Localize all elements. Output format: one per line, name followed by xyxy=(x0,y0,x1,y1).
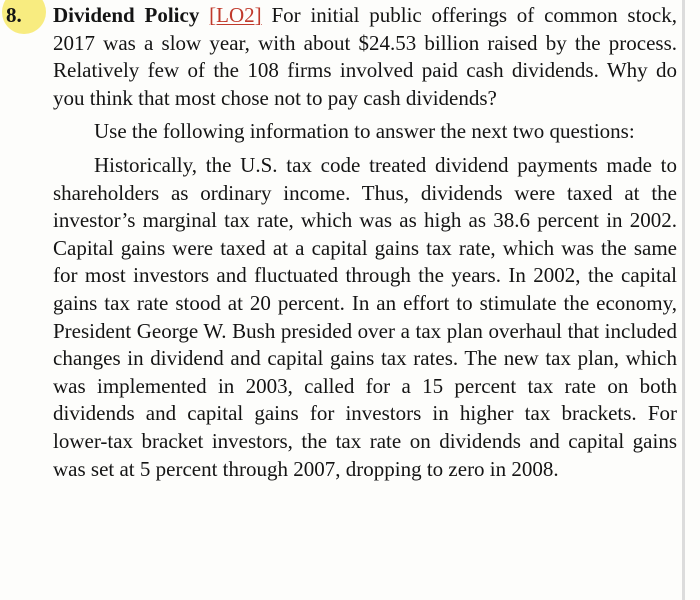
question-prompt: For initial public offerings of common stock, 2017 was a slow year, with about $24.53 billion raised by the process. Relatively few of the 108 firms involved paid cash dividends. Why do you think that most chose not to pay cash dividends? xyxy=(53,3,677,110)
learning-objective-link[interactable]: [LO2] xyxy=(209,3,262,27)
information-passage: Historically, the U.S. tax code treated dividend payments made to shareholders as ordinary income. Thus, dividends were taxed at the investor’s marginal tax rate, which was as high as 38.6 percent in 2002. Capital gains were taxed at a capital gains tax rate, which was the same for most investors and fluctuated through the years. In 2002, the capital gains tax rate stood at 20 percent. In an effort to stimulate the economy, President George W. Bush presided over a tax plan overhaul that included changes in dividend and capital gains tax rates. The new tax plan, which was implemented in 2003, called for a 15 percent tax rate on both dividends and capital gains for investors in higher tax brackets. For lower-tax bracket investors, the tax rate on dividends and capital gains was set at 5 percent through 2007, dropping to zero in 2008. xyxy=(53,152,677,481)
question-title: Dividend Policy xyxy=(53,3,200,27)
question-number: 8. xyxy=(6,3,22,27)
question-content xyxy=(53,2,677,483)
instruction-text: Use the following information to answer the next two questions: xyxy=(94,119,635,144)
page-margin-rule xyxy=(682,0,685,600)
question-paragraph xyxy=(53,2,677,112)
